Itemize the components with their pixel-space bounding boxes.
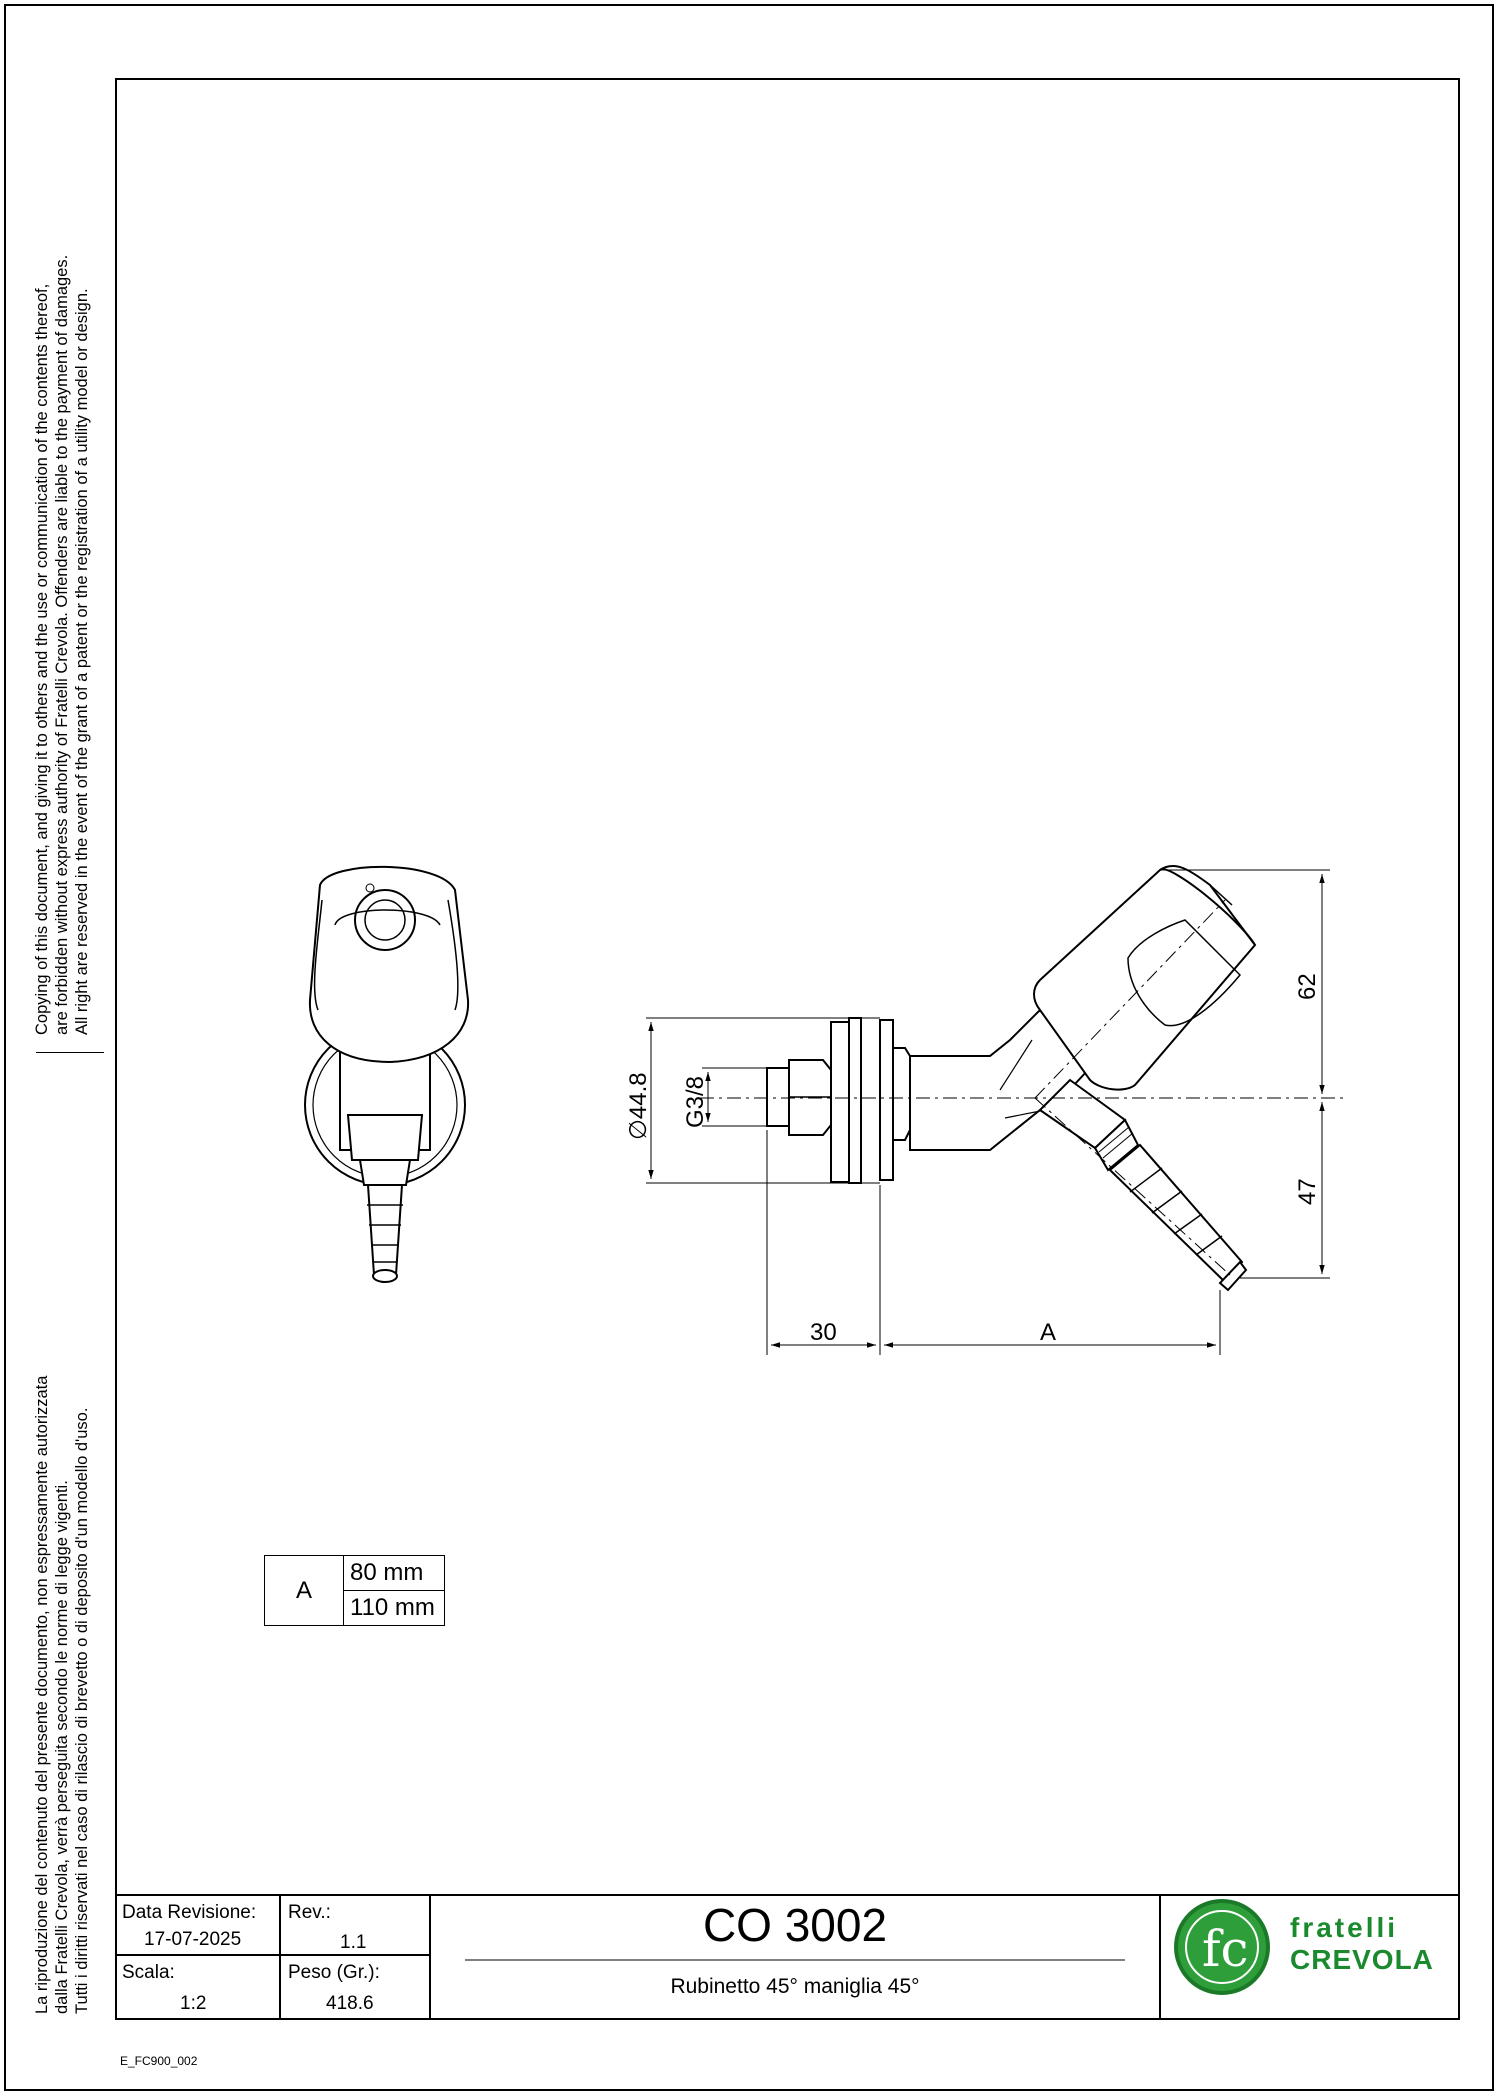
- logo-line2: CREVOLA: [1290, 1944, 1434, 1975]
- company-logo: [1176, 1901, 1268, 1993]
- revision-number: 1.1: [340, 1932, 367, 1953]
- scale-label: Scala:: [122, 1962, 175, 1983]
- dimension-thread: G3/8: [682, 1075, 709, 1128]
- legal-notice-line: dalla Fratelli Crevola, verrà perseguita secondo le norme di legge vigenti.: [53, 1480, 71, 2014]
- legal-notice-line: All right are reserved in the event of the grant of a patent or the registration of a utility model or design.: [73, 288, 91, 1035]
- revision-date: 17-07-2025: [144, 1929, 242, 1950]
- weight-label: Peso (Gr.):: [288, 1962, 380, 1983]
- logo-monogram: fc: [1202, 1920, 1249, 1978]
- revision-date-label: Data Revisione:: [122, 1902, 257, 1923]
- variant-table: [264, 1555, 445, 1626]
- weight-value: 418.6: [326, 1993, 374, 2014]
- side-view: [767, 866, 1255, 1290]
- product-code: CO 3002: [702, 1899, 888, 1951]
- logo-line1: fratelli: [1290, 1912, 1399, 1943]
- variant-value: 110 mm: [344, 1591, 445, 1626]
- dimension-width-left: 30: [810, 1319, 837, 1346]
- dimension-width-var: A: [1040, 1319, 1057, 1346]
- scale-value: 1:2: [180, 1993, 207, 2014]
- legal-notice-line: Copying of this document, and giving it to others and the use or communication of the contents thereof,: [33, 283, 51, 1035]
- variant-key: A: [265, 1556, 344, 1626]
- front-view: [305, 867, 468, 1282]
- product-description: Rubinetto 45° maniglia 45°: [670, 1975, 920, 1998]
- revision-label: Rev.:: [288, 1902, 331, 1923]
- dimension-height-top: 62: [1294, 973, 1321, 1000]
- legal-notice-line: Tutti i diritti riservati nel caso di rilascio di brevetto o di deposito d'un modello d'uso.: [73, 1407, 91, 2014]
- legal-notice-line: are forbidden without express authority of Fratelli Crevola. Offenders are liable to the payment of damages.: [53, 254, 71, 1035]
- dimension-height-bottom: 47: [1294, 1178, 1321, 1205]
- dimension-diameter: ∅44.8: [625, 1072, 652, 1140]
- footer-code: E_FC900_002: [120, 2054, 198, 2068]
- legal-notice-line: La riproduzione del contenuto del presente documento, non espressamente autorizzata: [33, 1375, 51, 2014]
- variant-value: 80 mm: [344, 1556, 445, 1591]
